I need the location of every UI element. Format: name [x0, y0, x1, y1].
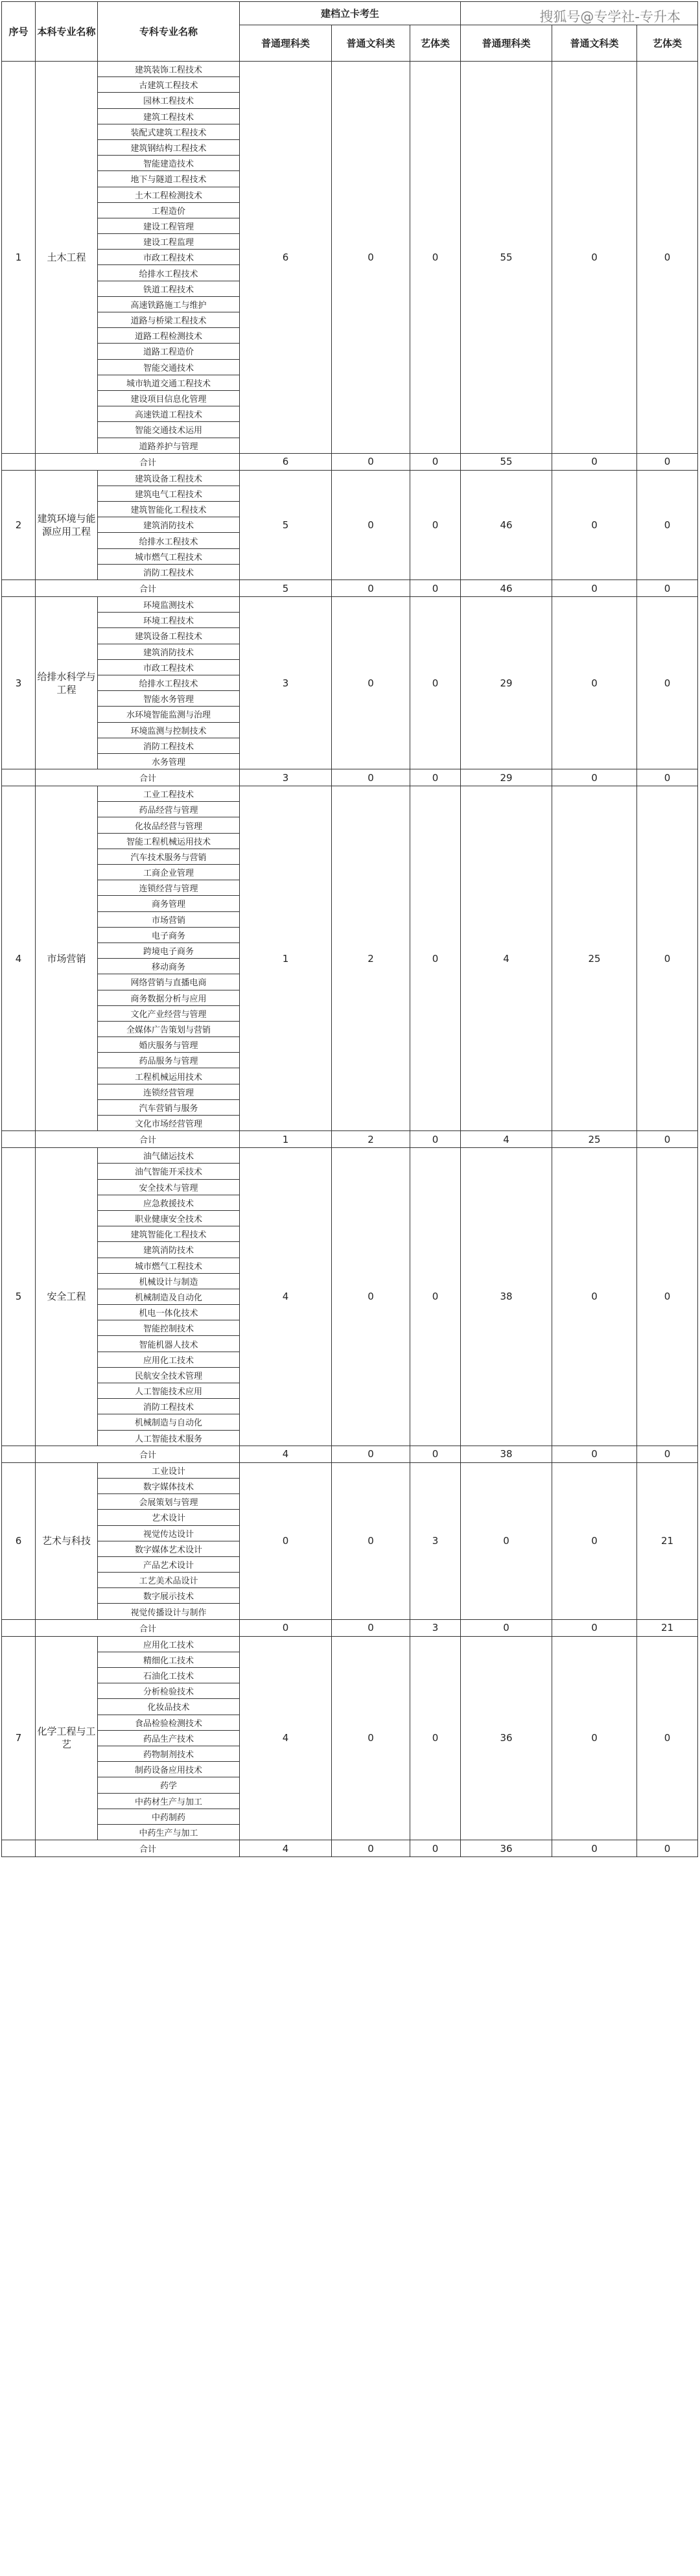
value-art-a: 0: [410, 1148, 461, 1446]
header-arts-1: 普通文科类: [332, 25, 410, 62]
total-arts-a: 0: [332, 1446, 410, 1462]
total-seq-empty: [2, 453, 36, 470]
value-science-a: 4: [240, 1636, 332, 1840]
associate-major: 文化产业经营与管理: [98, 1005, 240, 1021]
table-row: [2, 470, 698, 486]
bachelor-major: 安全工程: [36, 1148, 98, 1446]
associate-major: 建筑设备工程技术: [98, 628, 240, 644]
associate-major: 人工智能技术应用: [98, 1383, 240, 1399]
associate-major: 智能机器人技术: [98, 1336, 240, 1352]
associate-major: 智能工程机械运用技术: [98, 833, 240, 849]
associate-major: 智能水务管理: [98, 691, 240, 707]
bachelor-major: 土木工程: [36, 62, 98, 454]
total-art-b: 0: [637, 1131, 698, 1148]
header-bachelor-major: 本科专业名称: [36, 2, 98, 62]
bachelor-major: 建筑环境与能源应用工程: [36, 470, 98, 580]
total-label: 合计: [36, 1446, 240, 1462]
total-label: 合计: [36, 580, 240, 597]
associate-major: 机械设计与制造: [98, 1273, 240, 1289]
value-art-a: 0: [410, 62, 461, 454]
value-arts-b: 0: [552, 62, 637, 454]
total-art-b: 0: [637, 453, 698, 470]
associate-major: 装配式建筑工程技术: [98, 124, 240, 139]
row-seq: 7: [2, 1636, 36, 1840]
value-science-a: 1: [240, 786, 332, 1131]
associate-major: 水务管理: [98, 753, 240, 769]
total-arts-b: 0: [552, 453, 637, 470]
associate-major: 化妆品经营与管理: [98, 817, 240, 833]
associate-major: 视觉传播设计与制作: [98, 1604, 240, 1619]
value-arts-b: 25: [552, 786, 637, 1131]
associate-major: 人工智能技术服务: [98, 1430, 240, 1446]
associate-major: 艺术设计: [98, 1510, 240, 1525]
total-science-a: 6: [240, 453, 332, 470]
associate-major: 化妆品技术: [98, 1699, 240, 1715]
associate-major: 中药材生产与加工: [98, 1793, 240, 1809]
value-art-b: 0: [637, 470, 698, 580]
total-art-a: 0: [410, 453, 461, 470]
total-row: [2, 1131, 698, 1148]
value-arts-a: 0: [332, 1462, 410, 1619]
total-arts-a: 0: [332, 1619, 410, 1636]
value-science-b: 38: [461, 1148, 552, 1446]
value-arts-a: 0: [332, 470, 410, 580]
associate-major: 汽车营销与服务: [98, 1099, 240, 1115]
associate-major: 精细化工技术: [98, 1652, 240, 1667]
associate-major: 市场营销: [98, 911, 240, 927]
total-art-a: 0: [410, 1840, 461, 1857]
total-science-b: 46: [461, 580, 552, 597]
value-art-b: 0: [637, 597, 698, 769]
associate-major: 消防工程技术: [98, 564, 240, 580]
total-row: [2, 1619, 698, 1636]
header-arts-2: 普通文科类: [552, 25, 637, 62]
value-arts-b: 0: [552, 1636, 637, 1840]
value-arts-a: 0: [332, 1636, 410, 1840]
associate-major: 食品检验检测技术: [98, 1715, 240, 1730]
header-associate-major: 专科专业名称: [98, 2, 240, 62]
header-group-regular: [461, 2, 698, 25]
associate-major: 土木工程检测技术: [98, 187, 240, 202]
associate-major: 中药生产与加工: [98, 1824, 240, 1840]
associate-major: 应急救援技术: [98, 1195, 240, 1210]
total-arts-b: 0: [552, 1446, 637, 1462]
total-science-b: 36: [461, 1840, 552, 1857]
associate-major: 安全技术与管理: [98, 1179, 240, 1195]
associate-major: 应用化工技术: [98, 1352, 240, 1367]
associate-major: 给排水工程技术: [98, 265, 240, 281]
associate-major: 智能建造技术: [98, 156, 240, 171]
total-science-a: 5: [240, 580, 332, 597]
associate-major: 道路与桥梁工程技术: [98, 312, 240, 328]
watermark-text: 搜狐号@专学社-专升本: [539, 9, 681, 25]
value-science-a: 4: [240, 1148, 332, 1446]
associate-major: 文化市场经营管理: [98, 1116, 240, 1131]
total-art-a: 0: [410, 769, 461, 786]
value-arts-b: 0: [552, 470, 637, 580]
associate-major: 机电一体化技术: [98, 1305, 240, 1320]
associate-major: 给排水工程技术: [98, 533, 240, 548]
associate-major: 药物制剂技术: [98, 1746, 240, 1761]
associate-major: 道路养护与管理: [98, 438, 240, 453]
value-science-a: 0: [240, 1462, 332, 1619]
total-art-a: 0: [410, 1131, 461, 1148]
total-seq-empty: [2, 580, 36, 597]
associate-major: 全媒体广告策划与营销: [98, 1021, 240, 1036]
associate-major: 消防工程技术: [98, 1399, 240, 1414]
table-row: [2, 62, 698, 77]
total-science-b: 29: [461, 769, 552, 786]
table-row: [2, 786, 698, 802]
row-seq: 1: [2, 62, 36, 454]
associate-major: 建筑智能化工程技术: [98, 502, 240, 517]
total-arts-a: 0: [332, 580, 410, 597]
associate-major: 跨境电子商务: [98, 943, 240, 958]
value-arts-a: 2: [332, 786, 410, 1131]
total-arts-b: 0: [552, 1840, 637, 1857]
associate-major: 药品经营与管理: [98, 802, 240, 817]
associate-major: 建筑装饰工程技术: [98, 62, 240, 77]
table-body: [2, 62, 698, 1857]
associate-major: 电子商务: [98, 927, 240, 943]
associate-major: 工业工程技术: [98, 786, 240, 802]
header-group-poverty: 建档立卡考生: [240, 2, 461, 25]
table-row: [2, 597, 698, 613]
associate-major: 工艺美术品设计: [98, 1573, 240, 1588]
associate-major: 药品生产技术: [98, 1730, 240, 1746]
row-seq: 3: [2, 597, 36, 769]
associate-major: 机械制造与自动化: [98, 1414, 240, 1430]
row-seq: 4: [2, 786, 36, 1131]
bachelor-major: 化学工程与工艺: [36, 1636, 98, 1840]
value-science-b: 4: [461, 786, 552, 1131]
associate-major: 工商企业管理: [98, 865, 240, 880]
associate-major: 建筑智能化工程技术: [98, 1226, 240, 1242]
associate-major: 建筑工程技术: [98, 108, 240, 124]
value-arts-b: 0: [552, 1148, 637, 1446]
associate-major: 古建筑工程技术: [98, 77, 240, 93]
associate-major: 连锁经营与管理: [98, 880, 240, 896]
total-science-b: 38: [461, 1446, 552, 1462]
value-art-b: 0: [637, 62, 698, 454]
associate-major: 智能交通技术: [98, 359, 240, 375]
associate-major: 应用化工技术: [98, 1636, 240, 1652]
value-arts-a: 0: [332, 1148, 410, 1446]
total-art-b: 0: [637, 1446, 698, 1462]
total-seq-empty: [2, 1446, 36, 1462]
value-art-b: 0: [637, 1148, 698, 1446]
associate-major: 油气储运技术: [98, 1148, 240, 1164]
associate-major: 建筑设备工程技术: [98, 470, 240, 486]
header-seq: 序号: [2, 2, 36, 62]
associate-major: 智能控制技术: [98, 1320, 240, 1336]
value-science-a: 5: [240, 470, 332, 580]
associate-major: 城市燃气工程技术: [98, 548, 240, 564]
associate-major: 石油化工技术: [98, 1668, 240, 1683]
value-science-a: 3: [240, 597, 332, 769]
total-arts-a: 2: [332, 1131, 410, 1148]
total-arts-b: 0: [552, 769, 637, 786]
total-art-a: 3: [410, 1619, 461, 1636]
total-science-a: 3: [240, 769, 332, 786]
value-art-a: 0: [410, 786, 461, 1131]
header-art-2: 艺体类: [637, 25, 698, 62]
associate-major: 机械制造及自动化: [98, 1289, 240, 1304]
associate-major: 水环境智能监测与治理: [98, 707, 240, 722]
value-arts-a: 0: [332, 62, 410, 454]
associate-major: 数字展示技术: [98, 1588, 240, 1604]
associate-major: 数字媒体技术: [98, 1478, 240, 1493]
total-row: [2, 1446, 698, 1462]
value-science-b: 29: [461, 597, 552, 769]
associate-major: 移动商务: [98, 959, 240, 974]
value-science-b: 46: [461, 470, 552, 580]
associate-major: 视觉传达设计: [98, 1525, 240, 1541]
associate-major: 中药制药: [98, 1809, 240, 1824]
total-science-b: 0: [461, 1619, 552, 1636]
total-row: [2, 769, 698, 786]
associate-major: 民航安全技术管理: [98, 1367, 240, 1383]
associate-major: 汽车技术服务与营销: [98, 849, 240, 864]
value-art-a: 0: [410, 470, 461, 580]
total-label: 合计: [36, 1840, 240, 1857]
bachelor-major: 艺术与科技: [36, 1462, 98, 1619]
row-seq: 6: [2, 1462, 36, 1619]
value-science-b: 55: [461, 62, 552, 454]
associate-major: 建筑电气工程技术: [98, 486, 240, 501]
associate-major: 建筑消防技术: [98, 517, 240, 533]
total-art-a: 0: [410, 580, 461, 597]
value-art-b: 0: [637, 1636, 698, 1840]
associate-major: 地下与隧道工程技术: [98, 171, 240, 187]
value-art-a: 0: [410, 1636, 461, 1840]
total-arts-a: 0: [332, 769, 410, 786]
associate-major: 婚庆服务与管理: [98, 1037, 240, 1053]
enrollment-plan-table: [1, 1, 698, 1857]
total-row: [2, 1840, 698, 1857]
row-seq: 5: [2, 1148, 36, 1446]
associate-major: 环境监测技术: [98, 597, 240, 613]
total-label: 合计: [36, 769, 240, 786]
value-science-b: 0: [461, 1462, 552, 1619]
total-art-b: 0: [637, 769, 698, 786]
value-art-a: 0: [410, 597, 461, 769]
total-science-a: 1: [240, 1131, 332, 1148]
value-art-b: 0: [637, 786, 698, 1131]
associate-major: 城市燃气工程技术: [98, 1258, 240, 1273]
associate-major: 连锁经营管理: [98, 1084, 240, 1099]
associate-major: 高速铁道工程技术: [98, 406, 240, 422]
associate-major: 工程机械运用技术: [98, 1068, 240, 1084]
total-arts-a: 0: [332, 1840, 410, 1857]
header-art-1: 艺体类: [410, 25, 461, 62]
total-art-b: 21: [637, 1619, 698, 1636]
total-art-b: 0: [637, 580, 698, 597]
total-science-a: 0: [240, 1619, 332, 1636]
value-arts-b: 0: [552, 1462, 637, 1619]
associate-major: 商务数据分析与应用: [98, 990, 240, 1005]
total-science-b: 55: [461, 453, 552, 470]
associate-major: 建筑钢结构工程技术: [98, 139, 240, 155]
total-row: [2, 580, 698, 597]
table-row: [2, 1462, 698, 1478]
associate-major: 给排水工程技术: [98, 675, 240, 690]
table-row: [2, 1148, 698, 1164]
total-science-a: 4: [240, 1446, 332, 1462]
value-science-b: 36: [461, 1636, 552, 1840]
associate-major: 网络营销与直播电商: [98, 974, 240, 990]
header-science-2: 普通理科类: [461, 25, 552, 62]
total-seq-empty: [2, 1840, 36, 1857]
associate-major: 城市轨道交通工程技术: [98, 375, 240, 390]
header-science-1: 普通理科类: [240, 25, 332, 62]
associate-major: 产品艺术设计: [98, 1556, 240, 1572]
associate-major: 建筑消防技术: [98, 1242, 240, 1258]
total-label: 合计: [36, 1131, 240, 1148]
associate-major: 智能交通技术运用: [98, 422, 240, 438]
associate-major: 建设工程管理: [98, 218, 240, 233]
table-row: [2, 1636, 698, 1652]
bachelor-major: 给排水科学与工程: [36, 597, 98, 769]
value-arts-a: 0: [332, 597, 410, 769]
associate-major: 工程造价: [98, 202, 240, 218]
total-seq-empty: [2, 769, 36, 786]
associate-major: 药品服务与管理: [98, 1053, 240, 1068]
total-arts-b: 25: [552, 1131, 637, 1148]
associate-major: 数字媒体艺术设计: [98, 1541, 240, 1556]
total-art-a: 0: [410, 1446, 461, 1462]
associate-major: 铁道工程技术: [98, 281, 240, 296]
associate-major: 油气智能开采技术: [98, 1164, 240, 1179]
associate-major: 道路工程检测技术: [98, 328, 240, 344]
associate-major: 职业健康安全技术: [98, 1210, 240, 1226]
bachelor-major: 市场营销: [36, 786, 98, 1131]
value-art-a: 3: [410, 1462, 461, 1619]
associate-major: 建设项目信息化管理: [98, 390, 240, 406]
value-arts-b: 0: [552, 597, 637, 769]
associate-major: 消防工程技术: [98, 738, 240, 753]
total-label: 合计: [36, 1619, 240, 1636]
associate-major: 分析检验技术: [98, 1683, 240, 1699]
total-label: 合计: [36, 453, 240, 470]
associate-major: 会展策划与管理: [98, 1494, 240, 1510]
associate-major: 建筑消防技术: [98, 644, 240, 659]
value-science-a: 6: [240, 62, 332, 454]
associate-major: 制药设备应用技术: [98, 1762, 240, 1777]
row-seq: 2: [2, 470, 36, 580]
associate-major: 环境监测与控制技术: [98, 722, 240, 738]
associate-major: 工业设计: [98, 1462, 240, 1478]
total-arts-a: 0: [332, 453, 410, 470]
total-arts-b: 0: [552, 1619, 637, 1636]
total-art-b: 0: [637, 1840, 698, 1857]
associate-major: 园林工程技术: [98, 93, 240, 108]
total-seq-empty: [2, 1619, 36, 1636]
associate-major: 道路工程造价: [98, 344, 240, 359]
total-science-b: 4: [461, 1131, 552, 1148]
value-art-b: 21: [637, 1462, 698, 1619]
total-arts-b: 0: [552, 580, 637, 597]
associate-major: 商务管理: [98, 896, 240, 911]
total-row: [2, 453, 698, 470]
associate-major: 高速铁路施工与维护: [98, 296, 240, 312]
associate-major: 建设工程监理: [98, 234, 240, 250]
associate-major: 药学: [98, 1777, 240, 1793]
total-seq-empty: [2, 1131, 36, 1148]
associate-major: 环境工程技术: [98, 613, 240, 628]
associate-major: 市政工程技术: [98, 250, 240, 265]
associate-major: 市政工程技术: [98, 659, 240, 675]
total-science-a: 4: [240, 1840, 332, 1857]
